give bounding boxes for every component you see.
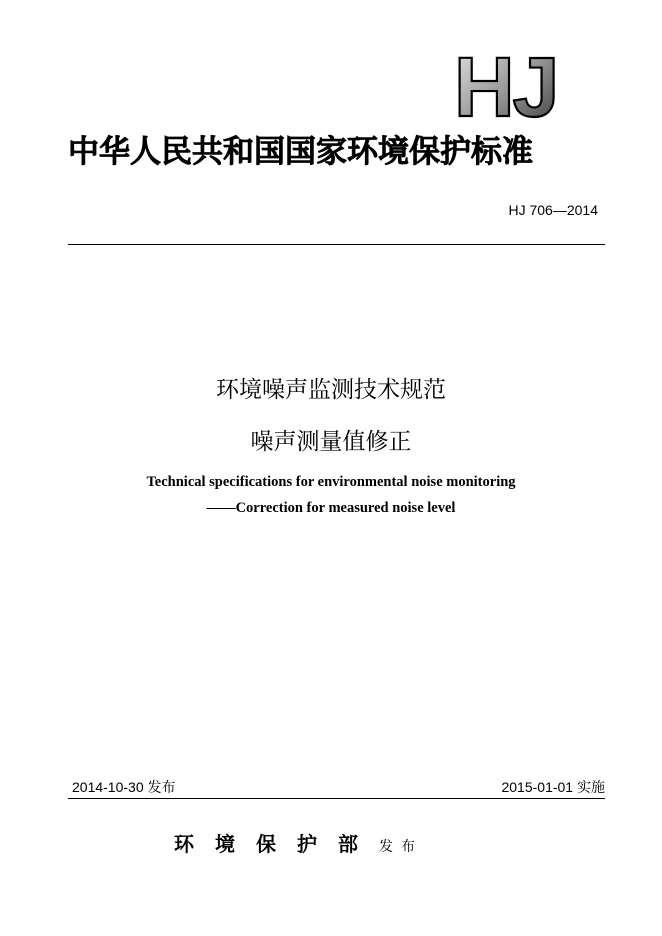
- issuer-line: [174, 828, 423, 857]
- title-chinese-line1: 环境噪声监测技术规范: [216, 377, 446, 403]
- hj-logo-text: HJ: [454, 46, 558, 124]
- implement-date: 2015-01-01 实施: [501, 779, 605, 795]
- issuing-action: 发布: [379, 839, 423, 855]
- hj-logo: [452, 46, 592, 124]
- title-chinese-line2: 噪声测量值修正: [250, 429, 412, 455]
- title-english-line1: Technical specifications for environmental noise monitoring: [146, 474, 516, 490]
- standard-number: HJ 706—2014: [508, 202, 598, 218]
- publish-date: 2014-10-30 发布: [72, 779, 176, 795]
- top-divider: [68, 244, 605, 245]
- title-english-line2: ——Correction for measured noise level: [206, 500, 456, 516]
- issuing-organization: 环境保护部: [174, 832, 379, 856]
- standard-category-title: 中华人民共和国国家环境保护标准: [68, 134, 533, 170]
- hj-logo-graphic: [452, 46, 592, 124]
- bottom-divider: [68, 798, 605, 799]
